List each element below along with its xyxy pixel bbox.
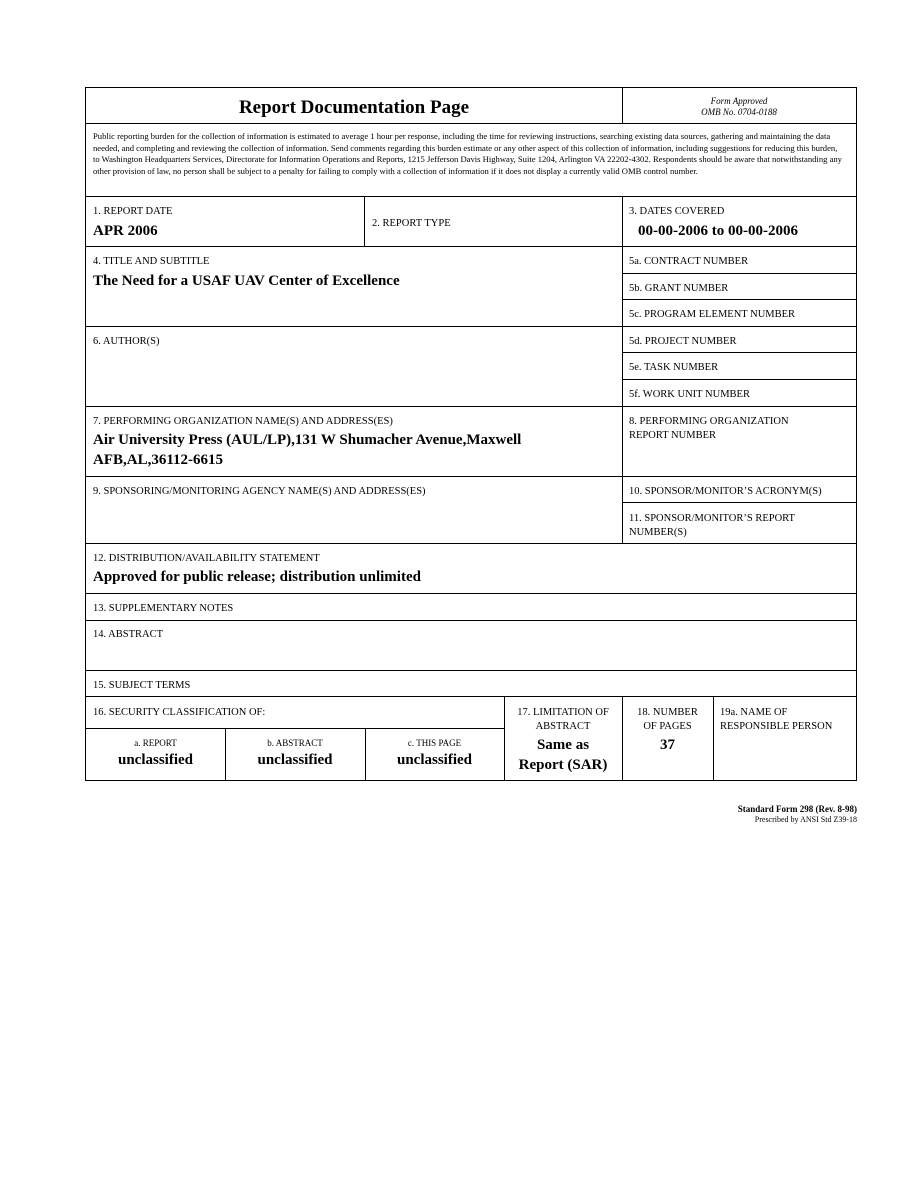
sponsor-acronym-label: 10. SPONSOR/MONITOR’S ACRONYM(S) <box>629 486 822 497</box>
sponsor-report-number-label-line1: 11. SPONSOR/MONITOR’S REPORT <box>629 513 795 524</box>
rule <box>86 728 504 729</box>
abstract-classification-label: b. ABSTRACT <box>267 738 323 748</box>
rule <box>86 246 856 247</box>
title-subtitle-label: 4. TITLE AND SUBTITLE <box>93 256 210 267</box>
abstract-classification-value: unclassified <box>257 752 333 768</box>
omb-number: OMB No. 0704-0188 <box>701 107 777 117</box>
number-of-pages-value: 37 <box>660 737 675 753</box>
authors-label: 6. AUTHOR(S) <box>93 336 160 347</box>
performing-org-value-line1: Air University Press (AUL/LP),131 W Shumacher Avenue,Maxwell <box>93 432 522 448</box>
subject-terms-label: 15. SUBJECT TERMS <box>93 680 191 691</box>
report-classification-label: a. REPORT <box>134 738 177 748</box>
responsible-person-label-line1: 19a. NAME OF <box>720 707 788 718</box>
limitation-abstract-label-line2: ABSTRACT <box>535 721 591 732</box>
rule <box>86 406 856 407</box>
abstract-label: 14. ABSTRACT <box>93 629 164 640</box>
rule <box>713 696 714 781</box>
this-page-classification-label: c. THIS PAGE <box>407 738 462 748</box>
supplementary-notes-label: 13. SUPPLEMENTARY NOTES <box>93 603 234 614</box>
rule <box>622 273 856 274</box>
this-page-classification-value: unclassified <box>396 752 472 768</box>
form-title: Report Documentation Page <box>238 97 470 118</box>
project-number-label: 5d. PROJECT NUMBER <box>629 336 737 347</box>
report-date-value: APR 2006 <box>93 223 158 239</box>
performing-org-value-line2: AFB,AL,36112-6615 <box>93 452 224 468</box>
prescribed-by: Prescribed by ANSI Std Z39-18 <box>754 815 857 824</box>
limitation-abstract-value-line1: Same as <box>536 737 590 753</box>
form-approved-label: Form Approved <box>710 96 768 106</box>
rule <box>86 670 856 671</box>
rule <box>86 696 856 697</box>
report-classification-value: unclassified <box>117 752 193 768</box>
contract-number-label: 5a. CONTRACT NUMBER <box>629 256 749 267</box>
rule <box>622 502 856 503</box>
burden-notice: Public reporting burden for the collection of information is estimated to average 1 hour per response, including the time for reviewing instructions, searching existing data sources, gathering and maintaining the data needed, and completing and reviewing the collection of information. Send comments regarding this burden estimate or any other aspect of this collection of information, including suggestions for reducing this burden, to Washington Headquarters Services, Directorate for Information Operations and Reports, 1215 Jefferson Davis Highway, Suite 1204, Arlington VA 22202-4302. Respondents should be aware that notwithstanding any other provision of law, no person shall be subject to a penalty for failing to comply with a collection of information if it does not display a currently valid OMB control number. <box>93 131 842 177</box>
rule <box>86 123 856 124</box>
number-of-pages-label-line2: OF PAGES <box>643 721 692 732</box>
report-type-label: 2. REPORT TYPE <box>372 218 451 229</box>
distribution-value: Approved for public release; distribution unlimited <box>93 569 421 585</box>
rule <box>86 326 856 327</box>
sponsoring-agency-label: 9. SPONSORING/MONITORING AGENCY NAME(S) AND ADDRESS(ES) <box>93 486 426 497</box>
rule <box>622 196 623 476</box>
rule <box>86 620 856 621</box>
performing-org-label: 7. PERFORMING ORGANIZATION NAME(S) AND ADDRESS(ES) <box>93 416 393 427</box>
limitation-abstract-value-line2: Report (SAR) <box>518 757 608 773</box>
rule <box>86 593 856 594</box>
rule <box>622 299 856 300</box>
task-number-label: 5e. TASK NUMBER <box>629 362 719 373</box>
grant-number-label: 5b. GRANT NUMBER <box>629 283 729 294</box>
rule <box>622 352 856 353</box>
number-of-pages-label-line1: 18. NUMBER <box>637 707 698 718</box>
report-documentation-form <box>85 87 857 781</box>
dates-covered-label: 3. DATES COVERED <box>629 206 725 217</box>
distribution-label: 12. DISTRIBUTION/AVAILABILITY STATEMENT <box>93 553 320 564</box>
dates-covered-value: 00-00-2006 to 00-00-2006 <box>638 223 798 239</box>
report-date-label: 1. REPORT DATE <box>93 206 173 217</box>
standard-form-name: Standard Form 298 (Rev. 8-98) <box>737 804 857 814</box>
rule <box>622 476 623 543</box>
sponsor-report-number-label-line2: NUMBER(S) <box>629 527 687 538</box>
performing-org-report-number-label-line2: REPORT NUMBER <box>629 430 716 441</box>
limitation-abstract-label-line1: 17. LIMITATION OF <box>517 707 609 718</box>
rule <box>86 543 856 544</box>
rule <box>86 196 856 197</box>
responsible-person-label-line2: RESPONSIBLE PERSON <box>720 721 833 732</box>
rule <box>622 379 856 380</box>
program-element-number-label: 5c. PROGRAM ELEMENT NUMBER <box>629 309 796 320</box>
security-classification-label: 16. SECURITY CLASSIFICATION OF: <box>93 707 266 718</box>
title-subtitle-value: The Need for a USAF UAV Center of Excellence <box>93 273 400 289</box>
rule <box>364 196 365 246</box>
performing-org-report-number-label-line1: 8. PERFORMING ORGANIZATION <box>629 416 789 427</box>
work-unit-number-label: 5f. WORK UNIT NUMBER <box>629 389 750 400</box>
rule <box>86 476 856 477</box>
